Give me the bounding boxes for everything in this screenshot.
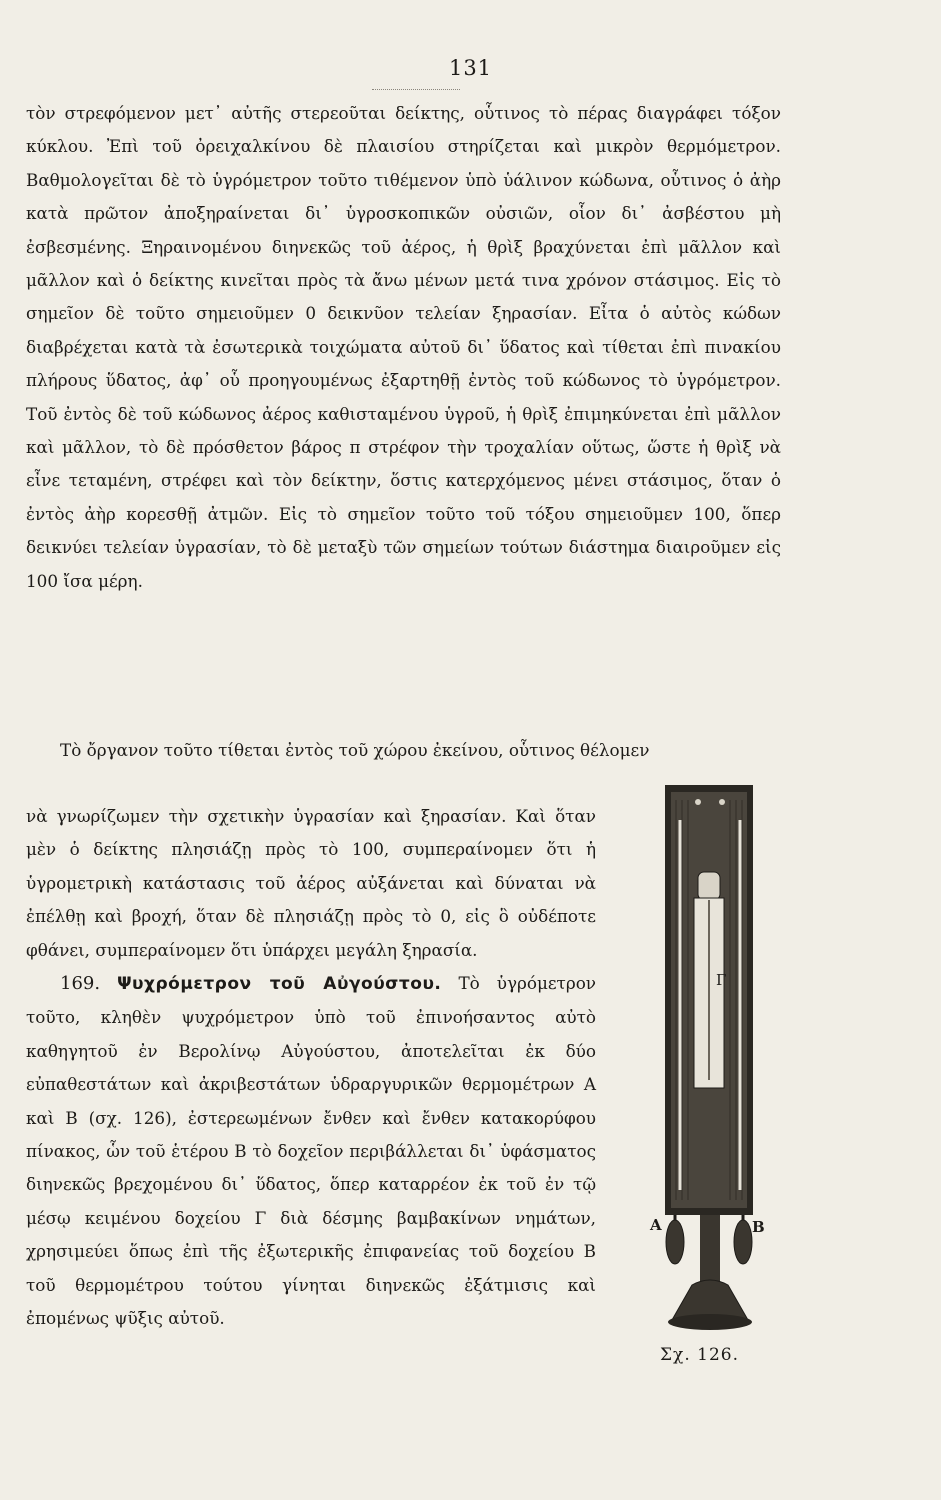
figure-psychrometer <box>630 780 790 1420</box>
vessel-gamma-top <box>698 872 720 900</box>
hook-right <box>719 799 725 805</box>
psychrometer-illustration <box>630 780 790 1340</box>
paragraph-usage-first-line <box>26 734 781 767</box>
text-wrapped-column <box>26 800 596 1336</box>
figure-caption: Σχ. 126. <box>660 1345 739 1365</box>
bulb-b-icon <box>734 1220 752 1264</box>
label-gamma: Γ <box>716 971 727 989</box>
hook-left <box>695 799 701 805</box>
paragraph-hygrometer-calibration: τὸν στρεφόμενον μετ᾽ αὐτῆς στερεοῦται δείκτης, οὗτινος τὸ πέρας διαγράφει τόξον κύκλου. Ἐπὶ τοῦ ὀρειχαλκίνου δὲ πλαισίου στηρίζεται καὶ μικρὸν θερμόμετρον. Βαθμολογεῖται δὲ τὸ ὑγρόμετρον τοῦτο τιθέμενον ὑπὸ ὑάλινον κώδωνα, οὗτινος ὁ ἀὴρ κατὰ πρῶτον ἀποξηραίνεται δι᾽ ὑγροσκοπικῶν οὐσιῶν, οἷον δι᾽ ἀσβέστου μὴ ἐσβεσμένης. Ξηραινομένου διηνεκῶς τοῦ ἀέρος, ἡ θρὶξ βραχύνεται ἐπὶ μᾶλλον καὶ μᾶλλον καὶ ὁ δείκτης κινεῖται πρὸς τὰ ἄνω μένων μετά τινα χρόνον στάσιμος. Εἰς τὸ σημεῖον δὲ τοῦτο σημειοῦμεν 0 δεικνῦον τελείαν ξηρασίαν. Εἶτα ὁ αὐτὸς κώδων διαβρέχεται κατὰ τὰ ἐσωτερικὰ τοιχώματα αὐτοῦ δι᾽ ὕδατος καὶ τίθεται ἐπὶ πινακίου πλήρους ὕδατος, ἀφ᾽ οὗ προηγουμένως ἐξαρτηθῇ ἐντὸς τοῦ κώδωνος τὸ ὑγρόμετρον. Τοῦ ἐντὸς δὲ τοῦ κώδωνος ἀέρος καθισταμένου ὑγροῦ, ἡ θρὶξ ἐπιμηκύνεται ἐπὶ μᾶλλον καὶ μᾶλλον, τὸ δὲ πρόσθετον βάρος π στρέφον τὴν τροχαλίαν οὕτως, ὥστε ἡ θρὶξ νὰ εἶνε τεταμένη, στρέφει καὶ τὸν δείκτην, ὅστις κατερχόμενος μένει στάσιμος, ὅταν ὁ ἐντὸς ἀὴρ κορεσθῇ ἀτμῶν. Εἰς τὸ σημεῖον τοῦτο τοῦ τόξου σημειοῦμεν 100, ὅπερ δεικνύει τελείαν ὑγρασίαν, τὸ δὲ μεταξὺ τῶν σημείων τούτων διάστημα διαιροῦμεν εἰς 100 ἴσα μέρη. <box>26 103 781 591</box>
bulb-a-icon <box>666 1220 684 1264</box>
paragraph-usage-continued: νὰ γνωρίζωμεν τὴν σχετικὴν ὑγρασίαν καὶ ξηρασίαν. Καὶ ὅταν μὲν ὁ δείκτης πλησιάζῃ πρὸς τὸ 100, συμπεραίνομεν ὅτι ἡ ὑγρομετρικὴ κατάστασις τοῦ ἀέρος αὐξάνεται καὶ δύναται νὰ ἐπέλθῃ καὶ βροχή, ὅταν δὲ πλησιάζῃ πρὸς τὸ 0, εἰς ὃ οὐδέποτε φθάνει, συμπεραίνομεν ὅτι ὑπάρχει μεγάλη ξηρασία. <box>26 806 596 960</box>
label-a: Α <box>650 1216 662 1234</box>
section-body: Τὸ ὑγρόμετρον τοῦτο, κληθὲν ψυχρόμετρον ὑπὸ τοῦ ἐπινοήσαντος αὐτὸ καθηγητοῦ ἐν Βερολίνῳ Αὐγούστου, ἀποτελεῖται ἐκ δύο εὐπαθεστάτων καὶ ἀκριβεστάτων ὑδραργυρικῶν θερμομέτρων Α καὶ Β (σχ. 126), ἐστερεωμένων ἔνθεν καὶ ἔνθεν κατακορύφου πίνακος, ὧν τοῦ ἑτέρου Β τὸ δοχεῖον περιβάλλεται δι᾽ ὑφάσματος διηνεκῶς βρεχομένου δι᾽ ὕδατος, ὅπερ καταρρέον ἐκ τοῦ ἐν τῷ μέσῳ κειμένου δοχείου Γ διὰ δέσμης βαμβακίνων νημάτων, χρησιμεύει ὅπως ἐπὶ τῆς ἐξωτερικῆς ἐπιφανείας τοῦ δοχείου Β τοῦ θερμομέτρου τούτου γίνηται διηνεκῶς ἐξάτμισις καὶ ἐπομένως ψῦξις αὐτοῦ. <box>26 973 597 1329</box>
section-title: Ψυχρόμετρον τοῦ Αὐγούστου. <box>117 974 442 995</box>
stand-column <box>700 1215 720 1285</box>
page-number: 131 <box>448 56 493 80</box>
label-b: Β <box>752 1218 765 1236</box>
page-number-rule <box>372 89 460 90</box>
section-169 <box>26 967 596 1335</box>
paragraph-usage-line: Τὸ ὄργανον τοῦτο τίθεται ἐντὸς τοῦ χώρου ἐκείνου, οὗτινος θέλομεν <box>60 740 650 760</box>
stand-foot <box>668 1314 752 1330</box>
section-number: 169. <box>60 973 101 995</box>
